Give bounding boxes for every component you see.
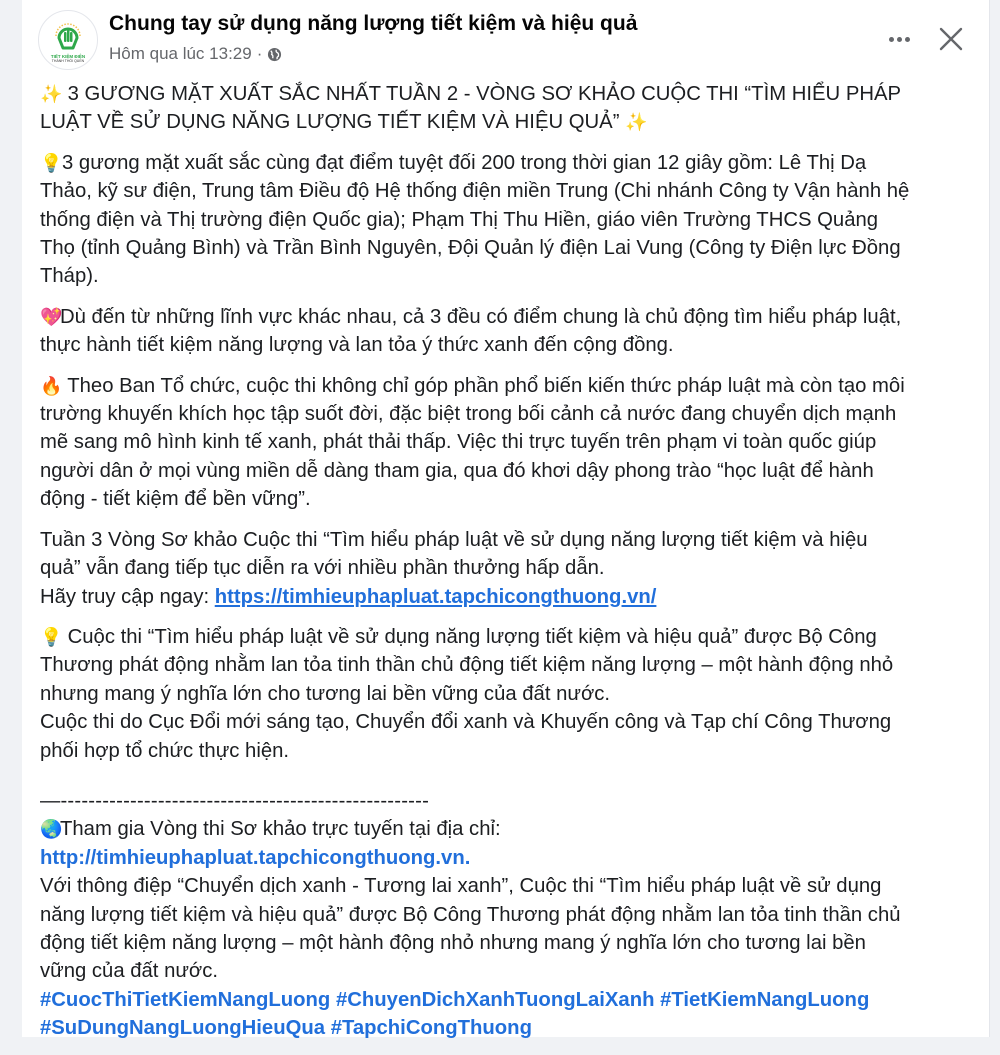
text-line: quả” vẫn đang tiếp tục diễn ra với nhiều phần thưởng hấp dẫn. [40, 557, 605, 580]
participate-paragraph [40, 787, 980, 1043]
text-line: Với thông điệp “Chuyển dịch xanh - Tương lai xanh”, Cuộc thi “Tìm hiểu pháp luật về sử dụng [40, 875, 882, 898]
page-avatar[interactable] [38, 10, 98, 70]
hashtag-line [40, 986, 980, 1014]
hashtag-tietkiemnangluong[interactable]: #TietKiemNangLuong [660, 988, 870, 1011]
more-options-button[interactable] [884, 24, 914, 54]
text-line: thống điện và Thị trường điện Quốc gia); Phạm Thị Thu Hiền, giáo viên Trường THCS Quảng [40, 208, 879, 231]
more-dot [897, 37, 902, 42]
close-button[interactable] [934, 22, 968, 56]
meta-separator: · [256, 44, 263, 63]
text-line [40, 583, 980, 611]
organizer-paragraph [40, 372, 980, 514]
text-line: trường khuyến khích học tập suốt đời, đặc biệt trong bối cảnh cả nước đang chuyển dịch mạnh [40, 403, 897, 426]
text-divider: —----------------------------------------------------- [40, 789, 430, 812]
contest-link[interactable]: https://timhieuphapluat.tapchicongthuong.vn/ [214, 585, 657, 608]
page-name-link[interactable]: Chung tay sử dụng năng lượng tiết kiệm và hiệu quả [109, 12, 638, 35]
text-line [40, 815, 980, 843]
text-line [40, 149, 980, 177]
text: Theo Ban Tổ chức, cuộc thi không chỉ góp phần phổ biến kiến thức pháp luật mà còn tạo môi [62, 374, 905, 397]
text-line: động tiết kiệm năng lượng – một hành động nhỏ nhưng mang ý nghĩa lớn cho tương lai bền [40, 931, 866, 954]
post-body [40, 80, 980, 1055]
post-card [22, 0, 990, 1040]
text-line: Cuộc thi do Cục Đổi mới sáng tạo, Chuyển đổi xanh và Khuyến công và Tạp chí Công Thương [40, 711, 892, 734]
post-header [22, 0, 989, 75]
text: Hãy truy cập ngay: [40, 585, 215, 608]
text: Dù đến từ những lĩnh vực khác nhau, cả 3 đều có điểm chung là chủ động tìm hiểu pháp luật, [60, 305, 902, 328]
logo-text: TIẾT KIỆM ĐIỆN [50, 53, 86, 59]
hashtag-line [40, 1014, 980, 1042]
headline-paragraph [40, 80, 980, 137]
logo-subtext: THÀNH THÓI QUEN [51, 58, 85, 63]
more-options-icon [889, 37, 894, 42]
sparkles-icon: ✨ [40, 84, 63, 104]
text-line: vững của đất nước. [40, 960, 219, 983]
text-line: người dân ở mọi vùng miền dễ dàng tham gia, qua đó khơi dậy phong trào “học luật để hành [40, 459, 874, 482]
lightbulb-hand-logo-icon [51, 18, 85, 54]
text: 3 GƯƠNG MẶT XUẤT SẮC NHẤT TUẦN 2 - VÒNG SƠ KHẢO CUỘC THI “TÌM HIỂU PHÁP [62, 83, 902, 105]
text-line: Thảo, kỹ sư điện, Trung tâm Điều độ Hệ thống điện miền Trung (Chi nhánh Công ty Vận hành hệ [40, 180, 910, 203]
week3-paragraph [40, 526, 980, 611]
text-line: Thương phát động nhằm lan tỏa tinh thần chủ động tiết kiệm năng lượng – một hành động nhỏ [40, 654, 894, 677]
text: 3 gương mặt xuất sắc cùng đạt điểm tuyệt đối 200 trong thời gian 12 giây gồm: Lê Thị Dạ [62, 151, 867, 174]
about-contest-paragraph [40, 623, 980, 765]
text-line: Tháp). [40, 265, 99, 288]
text: Cuộc thi “Tìm hiểu pháp luật về sử dụng năng lượng tiết kiệm và hiệu quả” được Bộ Công [62, 625, 877, 648]
text-line [40, 623, 980, 651]
winners-paragraph [40, 149, 980, 291]
text-line: mẽ sang mô hình kinh tế xanh, phát thải thấp. Việc thi trực tuyến trên phạm vi toàn quốc giúp [40, 431, 877, 454]
lightbulb-icon: 💡 [40, 626, 63, 647]
post-timestamp[interactable]: Hôm qua lúc 13:29 [109, 44, 252, 63]
contest-url-link[interactable]: http://timhieuphapluat.tapchicongthuong.vn. [40, 846, 471, 869]
hashtag-chuyendichxanhtuonglaixanh[interactable]: #ChuyenDichXanhTuongLaiXanh [335, 988, 655, 1011]
text-line [40, 80, 980, 108]
close-icon [939, 27, 963, 51]
sparkles-icon: ✨ [625, 112, 648, 133]
text-line [40, 372, 980, 400]
text: LUẬT VỀ SỬ DỤNG NĂNG LƯỢNG TIẾT KIỆM VÀ HIỆU QUẢ” [40, 111, 626, 134]
text-line: Thọ (tỉnh Quảng Bình) và Trần Bình Nguyên, Đội Quản lý điện Lai Vung (Công ty Điện lực Đồng [40, 237, 901, 260]
globe-icon[interactable] [267, 47, 282, 62]
text-line: phối hợp tổ chức thực hiện. [40, 739, 290, 762]
text-line: thực hành tiết kiệm năng lượng và lan tỏa ý thức xanh đến cộng đồng. [40, 334, 674, 357]
hashtag-cuocthitietkiemnangluong[interactable]: #CuocThiTietKiemNangLuong [40, 988, 331, 1011]
text-line: nhưng mang ý nghĩa lớn cho tương lai bền vững của đất nước. [40, 682, 611, 705]
text-line: Tuần 3 Vòng Sơ khảo Cuộc thi “Tìm hiểu pháp luật về sử dụng năng lượng tiết kiệm và hiệu [40, 528, 868, 551]
hashtag-tapchicongthuong[interactable]: #TapchiCongThuong [330, 1017, 532, 1040]
sparkling-heart-icon: 💖 [40, 306, 63, 327]
text-line [40, 108, 980, 136]
lightbulb-icon: 💡 [40, 152, 63, 173]
more-dot [905, 37, 910, 42]
common-trait-paragraph [40, 303, 980, 360]
post-meta [109, 44, 282, 64]
text: Tham gia Vòng thi Sơ khảo trực tuyến tại địa chỉ: [60, 818, 501, 841]
text-line [40, 844, 980, 872]
text-line: động - tiết kiệm để bền vững”. [40, 488, 311, 511]
text-line [40, 303, 980, 331]
fire-icon: 🔥 [40, 375, 63, 396]
globe-asia-icon: 🌏 [40, 819, 63, 840]
hashtag-sudungnangluonghieuqua[interactable]: #SuDungNangLuongHieuQua [40, 1017, 326, 1040]
text-line: năng lượng tiết kiệm và hiệu quả” được Bộ Công Thương phát động nhằm lan tỏa tinh thần chủ [40, 903, 901, 926]
